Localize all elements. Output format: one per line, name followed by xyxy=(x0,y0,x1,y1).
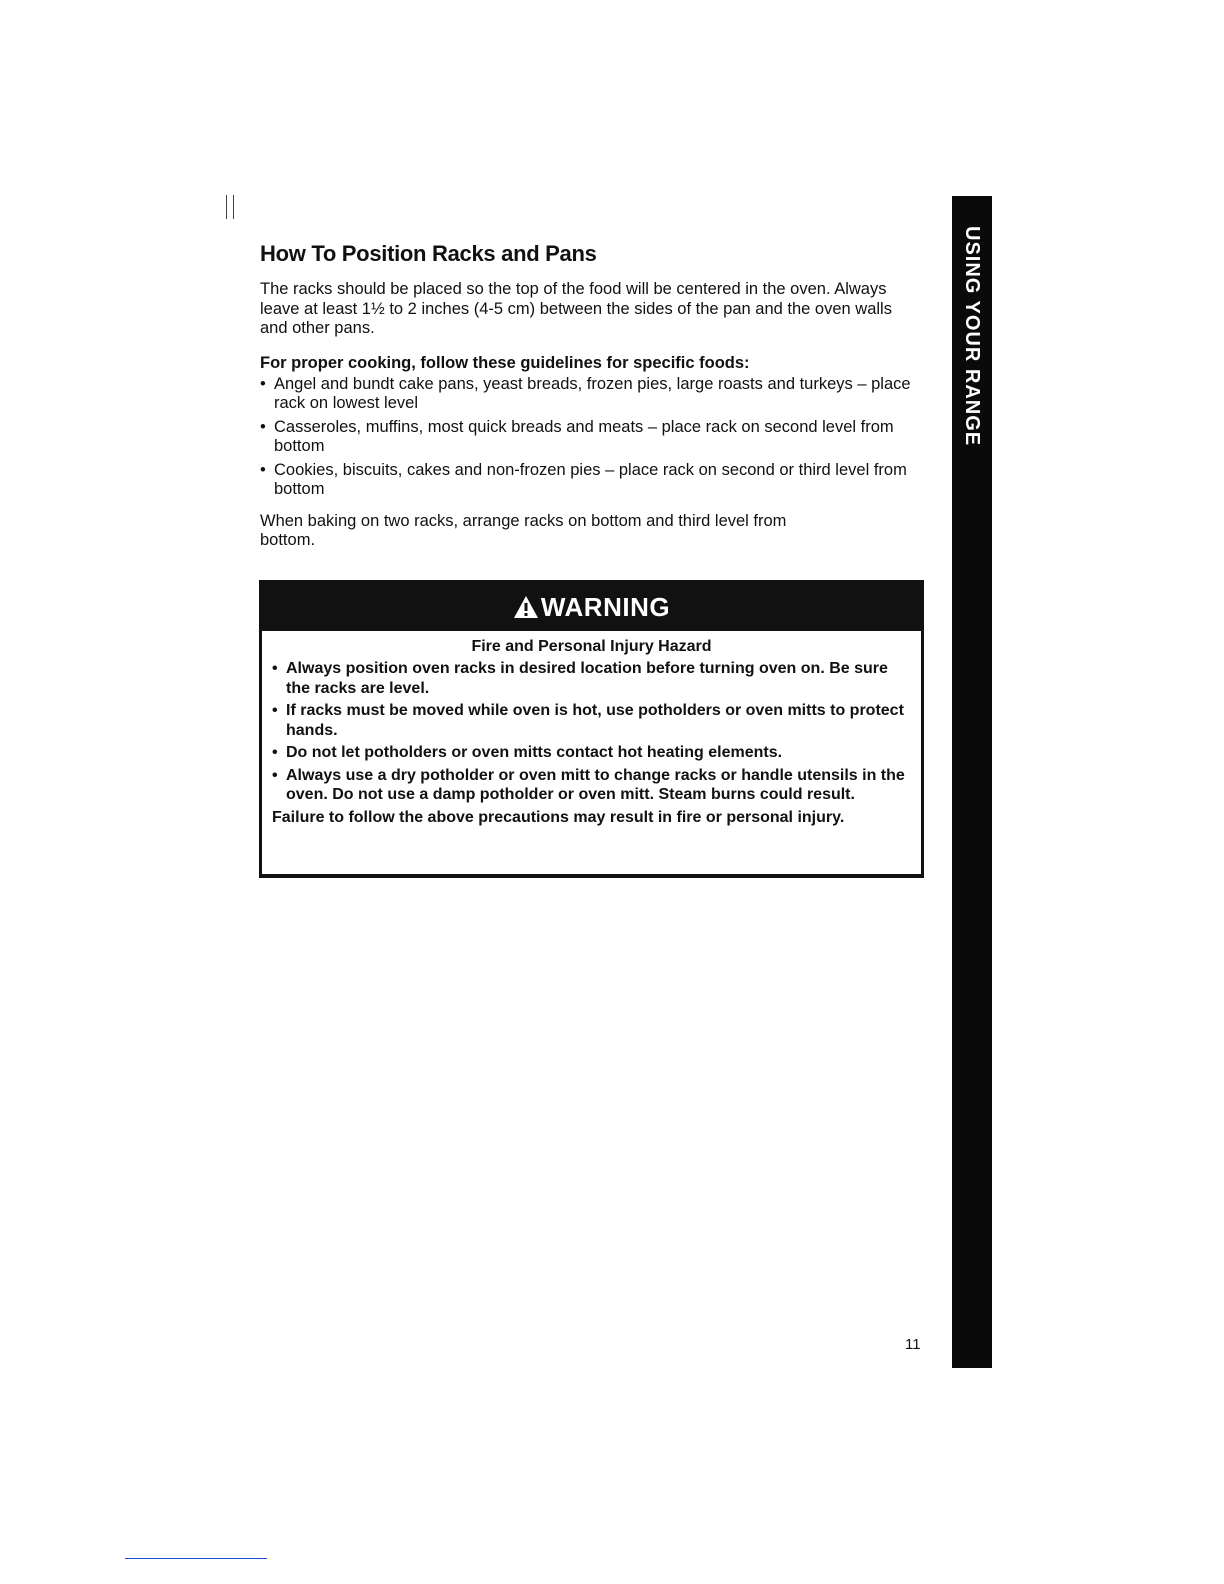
intro-paragraph: The racks should be placed so the top of the food will be centered in the oven. Always leave at least 1½ to 2 inches (4-5 cm) between the sides of the pan and the oven walls and other pans. xyxy=(260,280,892,337)
bottom-rule xyxy=(125,1558,267,1559)
binding-marks xyxy=(226,195,234,219)
list-item: • If racks must be moved while oven is hot, use potholders or oven mitts to protect hands. xyxy=(272,701,911,740)
warning-triangle-icon xyxy=(513,595,539,619)
list-item: • Do not let potholders or oven mitts contact hot heating elements. xyxy=(272,743,911,763)
guidelines-list xyxy=(260,375,924,500)
warning-header xyxy=(262,583,921,631)
main-content xyxy=(260,240,924,551)
page-title: How To Position Racks and Pans xyxy=(260,241,597,266)
list-item: • Always use a dry potholder or oven mitt to change racks or handle utensils in the oven. Do not use a damp potholder or oven mitt. Steam burns could result. xyxy=(272,766,911,805)
list-item: • Angel and bundt cake pans, yeast breads, frozen pies, large roasts and turkeys – place rack on lowest level xyxy=(260,375,924,414)
warning-footer: Failure to follow the above precautions may result in fire or personal injury. xyxy=(272,808,845,826)
page-number: 11 xyxy=(905,1336,921,1353)
list-item: • Cookies, biscuits, cakes and non-frozen pies – place rack on second or third level from bottom xyxy=(260,461,924,500)
warning-box xyxy=(259,580,924,878)
warning-list xyxy=(272,659,911,805)
closing-paragraph: When baking on two racks, arrange racks on bottom and third level from bottom. xyxy=(260,511,787,549)
side-tab-label: USING YOUR RANGE xyxy=(961,226,983,447)
list-item: • Casseroles, muffins, most quick breads and meats – place rack on second level from bottom xyxy=(260,418,924,457)
guidelines-heading: For proper cooking, follow these guidelines for specific foods: xyxy=(260,353,750,372)
warning-body xyxy=(262,631,921,827)
warning-label: WARNING xyxy=(540,591,671,622)
hazard-title: Fire and Personal Injury Hazard xyxy=(471,638,712,655)
list-item: • Always position oven racks in desired location before turning oven on. Be sure the racks are level. xyxy=(272,659,911,698)
section-side-tab xyxy=(952,196,992,1368)
